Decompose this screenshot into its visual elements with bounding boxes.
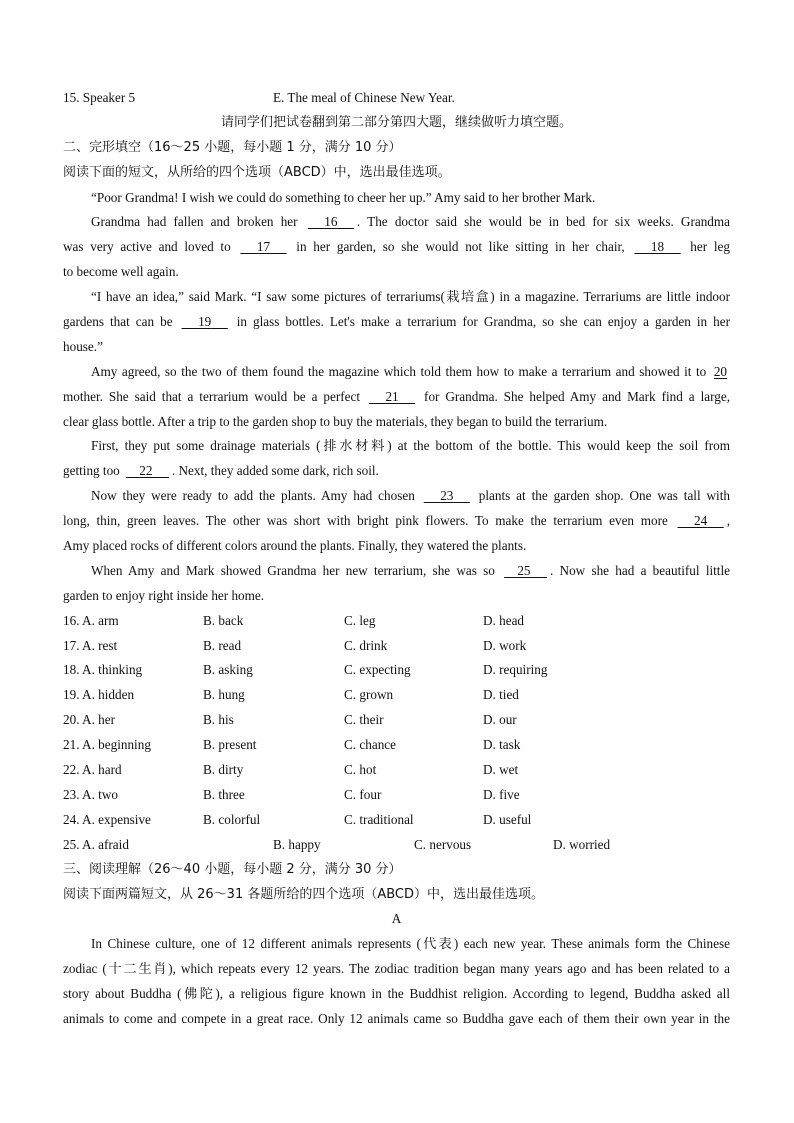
option-c: C. four [344, 786, 382, 802]
passage-a-line-2: zodiac (十二生肖), which repeats every 12 years. The zodiac tradition began many years ago and has been related to a [63, 961, 730, 977]
option-b: B. asking [203, 662, 253, 678]
text-segment: Grandma had fallen and broken her [91, 214, 305, 230]
option-c: C. chance [344, 737, 396, 753]
cloze-paragraph-4-line-3: clear glass bottle. After a trip to the garden shop to buy the materials, they began to build the terrarium. [63, 413, 608, 429]
option-d: D. task [483, 737, 521, 753]
option-row-17 [63, 634, 730, 659]
option-a: 24. A. expensive [63, 811, 151, 827]
text-segment: getting too [63, 463, 124, 479]
option-row-20 [63, 708, 730, 733]
blank-17 [237, 235, 289, 260]
text-segment: plants at the garden shop. One was tall with [472, 488, 730, 504]
cloze-paragraph-6-line-3: Amy placed rocks of different colors around the plants. Finally, they watered the plants. [63, 538, 527, 554]
blank-number: 23 [440, 488, 454, 504]
option-d: D. tied [483, 687, 519, 703]
option-row-16 [63, 609, 730, 634]
text-segment: was very active and loved to [63, 239, 238, 255]
text-segment: . The doctor said she would be in bed for six weeks. Grandma [356, 214, 730, 230]
option-c: C. leg [344, 612, 376, 628]
cloze-paragraph-5-line-2 [63, 459, 730, 484]
option-d: D. five [483, 786, 520, 802]
option-row-22 [63, 758, 730, 783]
text-segment: When Amy and Mark showed Grandma her new terrarium, she was so [91, 562, 502, 578]
cloze-paragraph-6-line-2 [63, 509, 730, 534]
text-segment: . Next, they added some dark, rich soil. [171, 463, 379, 479]
cloze-paragraph-7-line-1 [63, 559, 730, 584]
cloze-paragraph-3-line-1: “I have an idea,” said Mark. “I saw some pictures of terrariums(栽培盒) in a magazine. Terrariums are little indoor [91, 289, 730, 305]
option-a: 22. A. hard [63, 762, 122, 778]
blank-number: 16 [324, 214, 338, 230]
blank-number: 19 [198, 314, 212, 330]
text-segment: her leg [683, 239, 730, 255]
option-d: D. head [483, 612, 525, 628]
blank-number: 18 [650, 239, 665, 255]
option-c: C. grown [344, 687, 394, 703]
cloze-paragraph-4-line-2 [63, 385, 730, 410]
blank-20: 20 [713, 363, 727, 379]
option-b: B. read [203, 637, 242, 653]
option-c: C. expecting [344, 662, 411, 678]
option-b: B. happy [273, 836, 321, 852]
options-list [63, 609, 730, 858]
option-d: D. worried [553, 836, 611, 852]
option-b: B. three [203, 786, 245, 802]
cloze-instruction: 阅读下面的短文，从所给的四个选项（ABCD）中，选出最佳选项。 [63, 164, 451, 180]
option-d: D. our [483, 712, 517, 728]
cloze-paragraph-5-line-1: First, they put some drainage materials (排水材料) at the bottom of the bottle. This would keep the soil from [91, 438, 730, 454]
listening-notice: 请同学们把试卷翻到第二部分第四大题，继续做听力填空题。 [220, 114, 572, 130]
cloze-paragraph-7-line-2: garden to enjoy right inside her home. [63, 587, 265, 603]
cloze-paragraph-2-line-1 [63, 210, 730, 235]
cloze-paragraph-1: “Poor Grandma! I wish we could do something to cheer her up.” Amy said to her brother Mark. [91, 189, 596, 205]
option-row-21 [63, 733, 730, 758]
option-d: D. requiring [483, 662, 548, 678]
text-segment: in glass bottles. Let's make a terrarium for Grandma, so she can enjoy a garden in her [230, 314, 730, 330]
cloze-paragraph-3-line-2 [63, 310, 730, 335]
listening-item-15 [63, 86, 730, 111]
option-row-18 [63, 658, 730, 683]
option-a: 23. A. two [63, 786, 118, 802]
option-row-23 [63, 783, 730, 808]
cloze-paragraph-2-line-3: to become well again. [63, 264, 179, 280]
passage-label: A [391, 911, 402, 927]
blank-19 [179, 310, 231, 335]
blank-18 [631, 235, 683, 260]
option-a: 17. A. rest [63, 637, 118, 653]
blank-number: 24 [694, 513, 708, 529]
option-c: C. drink [344, 637, 388, 653]
text-segment: long, thin, green leaves. The other was short with bright pink flowers. To make the terrarium even more [63, 513, 675, 529]
passage-a-line-4: animals to come and compete in a great race. Only 12 animals came so Buddha gave each of them their own year in the [63, 1010, 730, 1026]
text-segment: for Grandma. She helped Amy and Mark find a large, [418, 388, 730, 404]
blank-22 [123, 459, 172, 484]
blank-number: 22 [139, 463, 153, 479]
exam-page [63, 86, 730, 1032]
text-segment: in her garden, so she would not like sitting in her chair, [289, 239, 632, 255]
option-b: B. dirty [203, 762, 244, 778]
option-b: B. present [203, 737, 257, 753]
cloze-paragraph-4-line-1 [63, 360, 730, 385]
option-a: 20. A. her [63, 712, 116, 728]
reading-instruction: 阅读下面两篇短文，从 26～31 各题所给的四个选项（ABCD）中，选出最佳选项。 [63, 886, 545, 902]
option-d: D. useful [483, 811, 532, 827]
option-d: D. wet [483, 762, 519, 778]
text-segment: Now they were ready to add the plants. Amy had chosen [91, 488, 421, 504]
option-a: 25. A. afraid [63, 836, 129, 852]
text-segment: mother. She said that a terrarium would be a perfect [63, 388, 366, 404]
option-row-19 [63, 683, 730, 708]
option-b: B. back [203, 612, 244, 628]
blank-24 [675, 509, 727, 534]
option-c: C. their [344, 712, 384, 728]
option-d: D. work [483, 637, 527, 653]
option-c: C. traditional [344, 811, 414, 827]
text-segment: . Now she had a beautiful little [550, 562, 730, 578]
text-segment: gardens that can be [63, 314, 179, 330]
blank-number: 25 [517, 562, 531, 578]
option-a: 21. A. beginning [63, 737, 151, 753]
passage-a-line-3: story about Buddha (佛陀), a religious figure known in the Buddhist religion. According to legend, Buddha asked all [63, 986, 730, 1002]
blank-number: 21 [385, 388, 399, 404]
option-row-25 [63, 833, 730, 858]
blank-16 [305, 210, 357, 235]
cloze-paragraph-2-line-2 [63, 235, 730, 260]
option-a: 16. A. arm [63, 612, 119, 628]
text-segment: Amy agreed, so the two of them found the magazine which told them how to make a terrarium and showed it to [91, 363, 711, 379]
reading-heading: 三、阅读理解（26～40 小题，每小题 2 分，满分 30 分） [63, 861, 402, 877]
option-row-24 [63, 808, 730, 833]
blank-25 [501, 559, 550, 584]
blank-number: 17 [256, 239, 271, 255]
option-a: 18. A. thinking [63, 662, 143, 678]
option-a: 19. A. hidden [63, 687, 135, 703]
option-c: C. nervous [414, 836, 472, 852]
option-b: B. his [203, 712, 234, 728]
option-c: C. hot [344, 762, 377, 778]
blank-21 [366, 385, 418, 410]
passage-a-line-1: In Chinese culture, one of 12 different animals represents (代表) each new year. These animals form the Chinese [91, 936, 730, 952]
item-15-option: E. The meal of Chinese New Year. [273, 90, 455, 105]
cloze-paragraph-6-line-1 [63, 484, 730, 509]
cloze-heading: 二、完形填空（16～25 小题，每小题 1 分，满分 10 分） [63, 139, 402, 155]
blank-23 [421, 484, 473, 509]
option-b: B. colorful [203, 811, 261, 827]
item-15-label: 15. Speaker 5 [63, 90, 136, 105]
cloze-paragraph-3-line-3: house.” [63, 338, 103, 354]
option-b: B. hung [203, 687, 245, 703]
text-segment: , [726, 513, 730, 529]
